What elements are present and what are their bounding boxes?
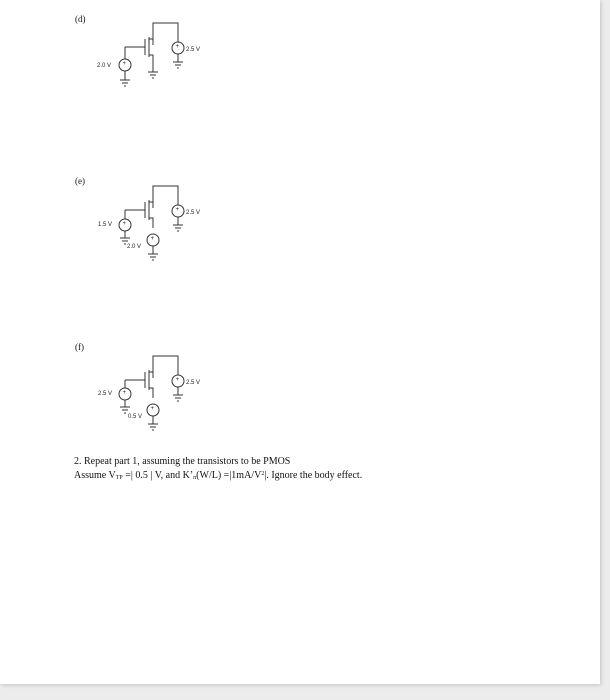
drain-voltage-d: 2.5 V	[186, 47, 201, 53]
gate-voltage-d: 2.0 V	[97, 63, 112, 69]
drain-voltage-e: 2.5 V	[186, 210, 201, 216]
source-voltage-f: 0.5 V	[128, 414, 143, 420]
part-label-e: (e)	[75, 176, 85, 186]
question-line-2: Assume $V_{TP}$ =| 0.5 | V, and $K’_n(W/L) =|1mA/V^2|$. Ignore the body effect.	[74, 470, 363, 481]
svg-text:+: +	[175, 207, 180, 213]
question-2	[74, 456, 574, 484]
question-line-1: 2. Repeat part 1, assuming the transistors to be PMOS	[74, 456, 291, 467]
svg-text:+: +	[150, 406, 155, 412]
svg-text:+: +	[150, 236, 155, 242]
part-label-d: (d)	[75, 14, 86, 24]
circuit-d	[85, 15, 225, 95]
circuit-f	[85, 348, 225, 443]
svg-text:+: +	[175, 377, 180, 383]
gate-voltage-e: 1.5 V	[98, 222, 113, 228]
svg-text:+: +	[122, 390, 127, 396]
drain-voltage-f: 2.5 V	[186, 380, 201, 386]
svg-text:+: +	[122, 61, 127, 67]
source-voltage-e: 2.0 V	[127, 244, 142, 250]
circuit-e	[85, 178, 225, 273]
svg-text:+: +	[175, 44, 180, 50]
svg-text:+: +	[122, 221, 127, 227]
gate-voltage-f: 2.5 V	[98, 391, 113, 397]
part-label-f: (f)	[75, 342, 84, 352]
